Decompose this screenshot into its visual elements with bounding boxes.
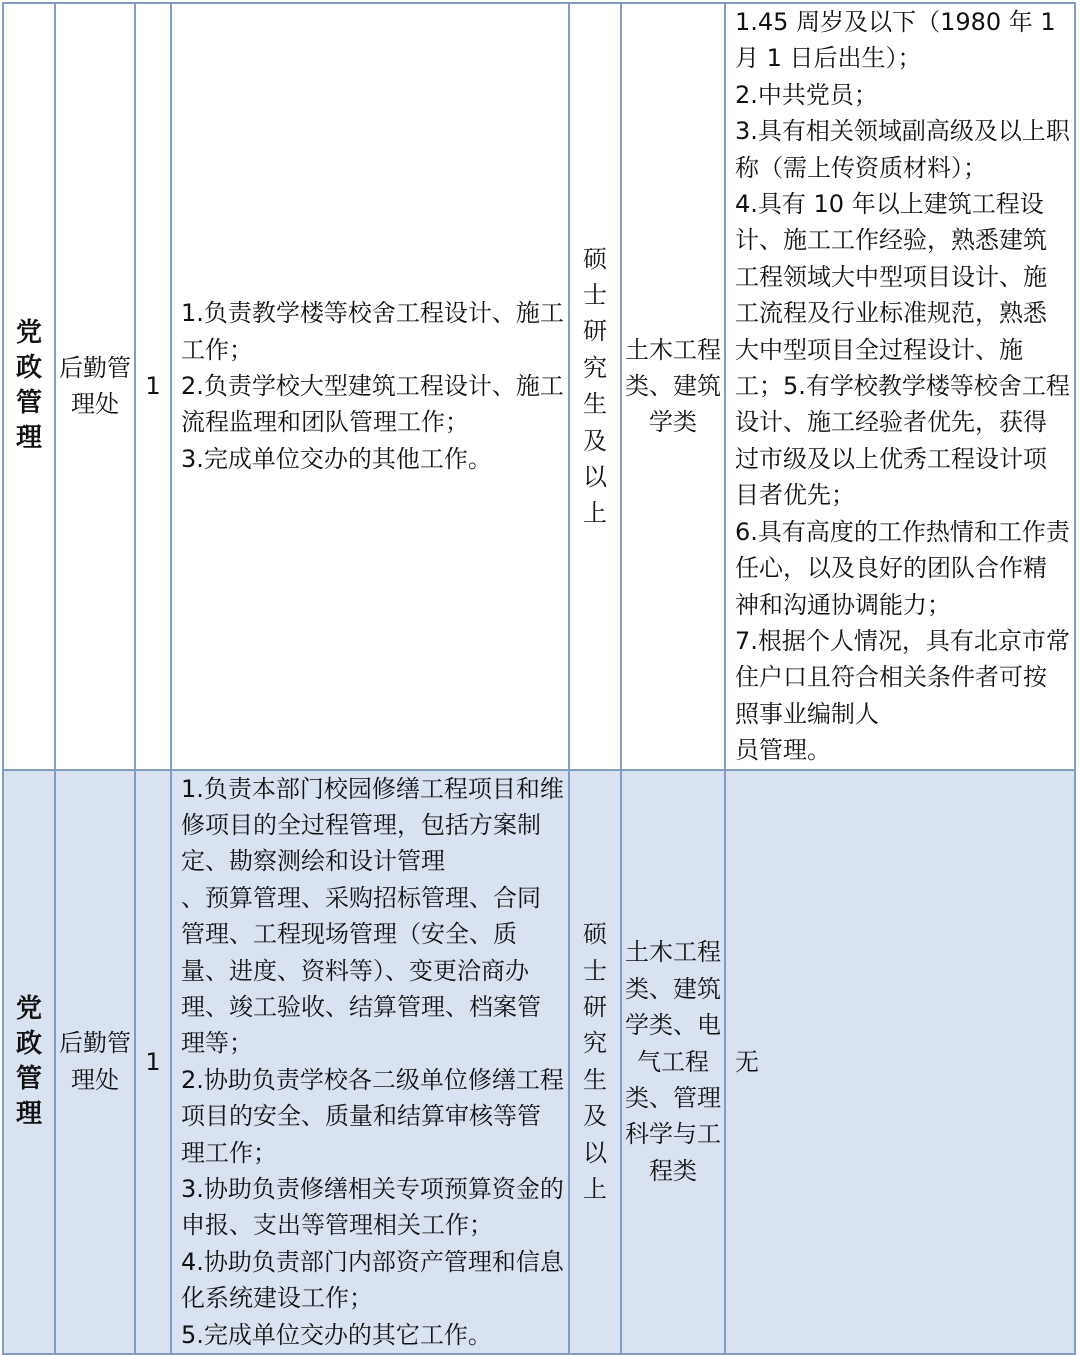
major-cell xyxy=(621,770,725,1355)
department-text: 党政管理 xyxy=(15,993,42,1129)
requirements-cell xyxy=(725,3,1075,770)
requirements-text: 无 xyxy=(735,1047,759,1076)
education-cell xyxy=(569,770,621,1355)
position-table xyxy=(2,2,1076,1355)
duties-cell xyxy=(171,3,569,770)
duties-text: 1.负责教学楼等校舍工程设计、施工工作； 2.负责学校大型建筑工程设计、施工流程监理和团队管理工作； 3.完成单位交办的其他工作。 xyxy=(181,299,564,473)
table-row xyxy=(3,770,1075,1355)
major-text: 土木工程类、建筑学类、电气工程类、管理科学与工程类 xyxy=(625,938,721,1185)
education-text: 硕士研究生及以上 xyxy=(583,244,607,528)
count-text: 1 xyxy=(145,1047,161,1076)
duties-cell xyxy=(171,770,569,1355)
unit-cell xyxy=(55,3,135,770)
duties-text: 1.负责本部门校园修缮工程项目和维修项目的全过程管理，包括方案制定、勘察测绘和设计管理 、预算管理、采购招标管理、合同管理、工程现场管理（安全、质量、进度、资料等）、变更洽商办理、竣工验收、结算管理、档案管理等； 2.协助负责学校各二级单位修缮工程项目的安全、质量和结算审核等管理工作； 3.协助负责修缮相关专项预算资金的申报、支出等管理相关工作； 4.协助负责部门内部资产管理和信息化系统建设工作； 5.完成单位交办的其它工作。 xyxy=(181,774,564,1349)
count-cell xyxy=(135,3,171,770)
requirements-text: 1.45 周岁及以下（1980 年 1 月 1 日后出生）； 2.中共党员； 3.具有相关领域副高级及以上职称（需上传资质材料）； 4.具有 10 年以上建筑工程设计、施工工作经验，熟悉建筑工程领域大中型项目设计、施工流程及行业标准规范，熟悉大中型项目全过程设计、施工；5.有学校教学楼等校舍工程设计、施工经验者优先，获得过市级及以上优秀工程设计项目者优先； 6.具有高度的工作热情和工作责任心，以及良好的团队合作精神和沟通协调能力； 7.根据个人情况，具有北京市常住户口且符合相关条件者可按照事业编制人 员管理。 xyxy=(735,8,1070,765)
department-text: 党政管理 xyxy=(15,318,42,454)
department-cell xyxy=(3,3,55,770)
major-cell xyxy=(621,3,725,770)
unit-text: 后勤管理处 xyxy=(59,1029,131,1094)
education-cell xyxy=(569,3,621,770)
education-text: 硕士研究生及以上 xyxy=(583,920,607,1203)
major-text: 土木工程类、建筑学类 xyxy=(625,335,721,437)
unit-cell xyxy=(55,770,135,1355)
count-cell xyxy=(135,770,171,1355)
requirements-cell xyxy=(725,770,1075,1355)
department-cell xyxy=(3,770,55,1355)
count-text: 1 xyxy=(145,372,161,401)
unit-text: 后勤管理处 xyxy=(59,353,131,419)
table-row xyxy=(3,3,1075,770)
